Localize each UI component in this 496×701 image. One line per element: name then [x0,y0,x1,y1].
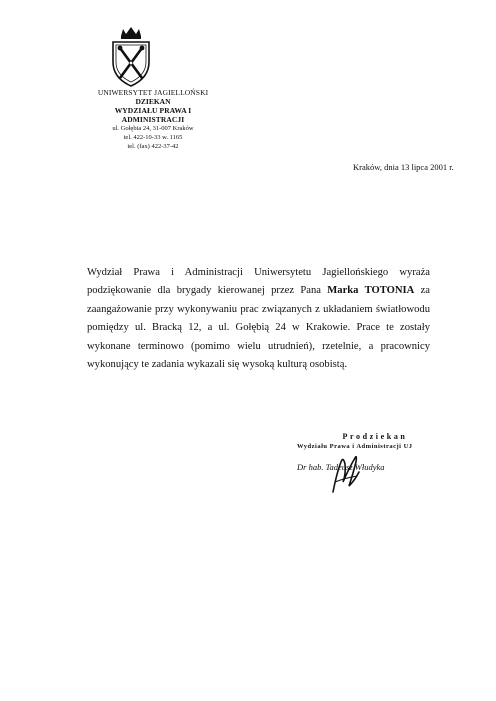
body-line-2 [87,282,430,300]
handwritten-signature-icon [329,452,363,496]
body-line-3: zaangażowanie przy wykonywaniu prac związanych z układaniem światłowodu [87,303,430,315]
signature-block [297,432,447,472]
faculty-name: WYDZIAŁU PRAWA I ADMINISTRACJI [114,106,192,124]
address-line: ul. Gołębia 24, 31-007 Kraków [112,125,194,132]
body-line-2-end: za [420,285,430,297]
crossed-scepters-crest-icon [108,26,154,88]
university-name: UNIWERSYTET JAGIELLOŃSKI [97,88,209,97]
dean-title: DZIEKAN [135,97,171,106]
body-line-4: pomiędzy ul. Bracką 12, a ul. Gołębią 24 w Krakowie. Prace te zostały [87,322,430,334]
recipient-name: Marka TOTONIA [327,285,415,297]
body-line-6: wykonujący te zadania wykazali się wysoką kulturą osobistą. [87,359,348,371]
body-line-1: Wydział Prawa i Administracji Uniwersytetu Jagiellońskiego wyraża [87,267,430,278]
date-line: Kraków, dnia 13 lipca 2001 r. [353,162,454,172]
phone-line: tel. 422-10-33 w. 1165 [123,134,183,141]
body-line-2-start: podziękowanie dla brygady kierowanej przez Pana [87,285,321,297]
signature-org: Wydziału Prawa i Administracji UJ [297,443,413,450]
letterhead [88,88,218,151]
letter-body [87,264,430,374]
signature-title: Prodziekan [342,432,408,441]
signature-name: Dr hab. Tadeusz Włudyka [297,462,385,472]
fax-line: tel. (fax) 422-37-42 [127,143,179,150]
body-line-5: wykonane terminowo (pomimo wielu utrudnień), rzetelnie, a pracownicy [87,340,430,352]
